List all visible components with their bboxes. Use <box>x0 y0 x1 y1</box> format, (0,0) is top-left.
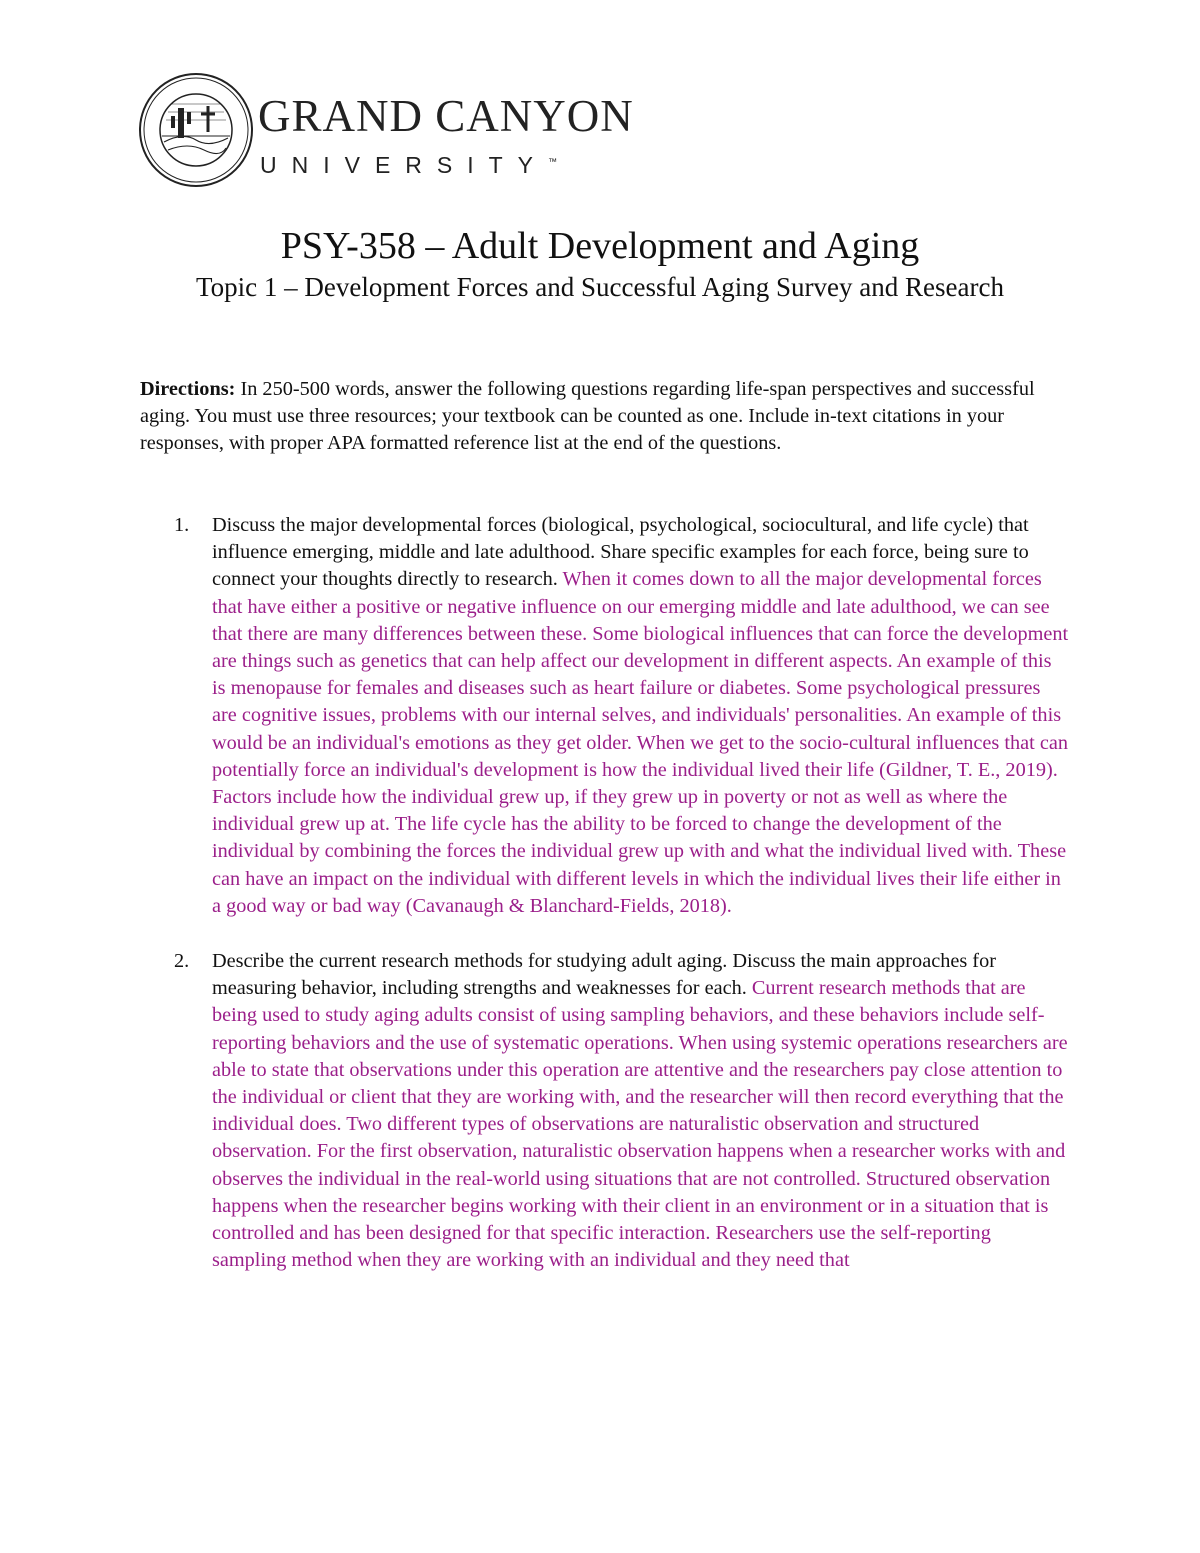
logo-name-line2: UNIVERSITY™ <box>260 152 558 178</box>
question-item <box>140 948 1070 1274</box>
question-list <box>140 512 1070 1274</box>
question-answer: Current research methods that are being used to study aging adults consist of using sampling behaviors, and these behaviors include self-reporting behaviors and the use of systematic operations. When using systemic operations researchers are able to state that observations under this operation are attentive and the researchers pay close attention to the individual or client that they are working with, and the researcher will then record everything that the individual does. Two different types of observations are naturalistic observation and structured observation. For the first observation, naturalistic observation happens when a researcher works with and observes the individual in the real-world using situations that are not controlled. Structured observation happens when the researcher begins working with their client in an environment or in a situation that is controlled and has been designed for that specific interaction. Researchers use the self-reporting sampling method when they are working with an individual and they need that <box>212 977 1068 1272</box>
question-prompt: Discuss the major developmental forces (biological, psychological, sociocultural, and life cycle) that influence emerging, middle and late adulthood. Share specific examples for each force, being sure to connect your thoughts directly to research. <box>212 514 1029 591</box>
university-seal-icon <box>138 72 254 188</box>
page-title: PSY-358 – Adult Development and Aging <box>280 225 920 267</box>
directions-text: In 250-500 words, answer the following questions regarding life-span perspectives and successful aging. You must use three resources; your textbook can be counted as one. Include in-text citations in your responses, with proper APA formatted reference list at the end of the questions. <box>140 378 1035 455</box>
logo-name-line1: GRAND CANYON <box>258 91 634 141</box>
university-logo <box>138 72 634 194</box>
question-number: 1. <box>174 514 190 536</box>
question-prompt: Describe the current research methods for studying adult aging. Discuss the main approaches for measuring behavior, including strengths and weaknesses for each. <box>212 950 996 1000</box>
question-item <box>140 512 1070 920</box>
question-number: 2. <box>174 950 190 973</box>
directions-paragraph <box>140 376 1070 458</box>
question-answer: When it comes down to all the major developmental forces that have either a positive or negative influence on our emerging middle and late adulthood, we can see that there are many differences between these. Some biological influences that can force the development are things such as genetics that can help affect our development in different aspects. An example of this is menopause for females and diseases such as heart failure or diabetes. Some psychological pressures are cognitive issues, problems with our internal selves, and individuals' personalities. An example of this would be an individual's emotions as they get older. When we get to the socio-cultural influences that can potentially force an individual's development is how the individual lived their life (Gildner, T. E., 2019). Factors include how the individual grew up, if they grew up in poverty or not as well as where the individual grew up at. The life cycle has the ability to be forced to change the development of the individual by combining the forces the individual grew up with and what the individual lived with. These can have an impact on the individual with different levels in which the individual lives their life either in a good way or bad way (Cavanaugh & Blanchard-Fields, 2018). <box>212 568 1069 917</box>
page-subtitle: Topic 1 – Development Forces and Successful Aging Survey and Research <box>196 272 1004 302</box>
directions-label: Directions: <box>140 378 236 400</box>
